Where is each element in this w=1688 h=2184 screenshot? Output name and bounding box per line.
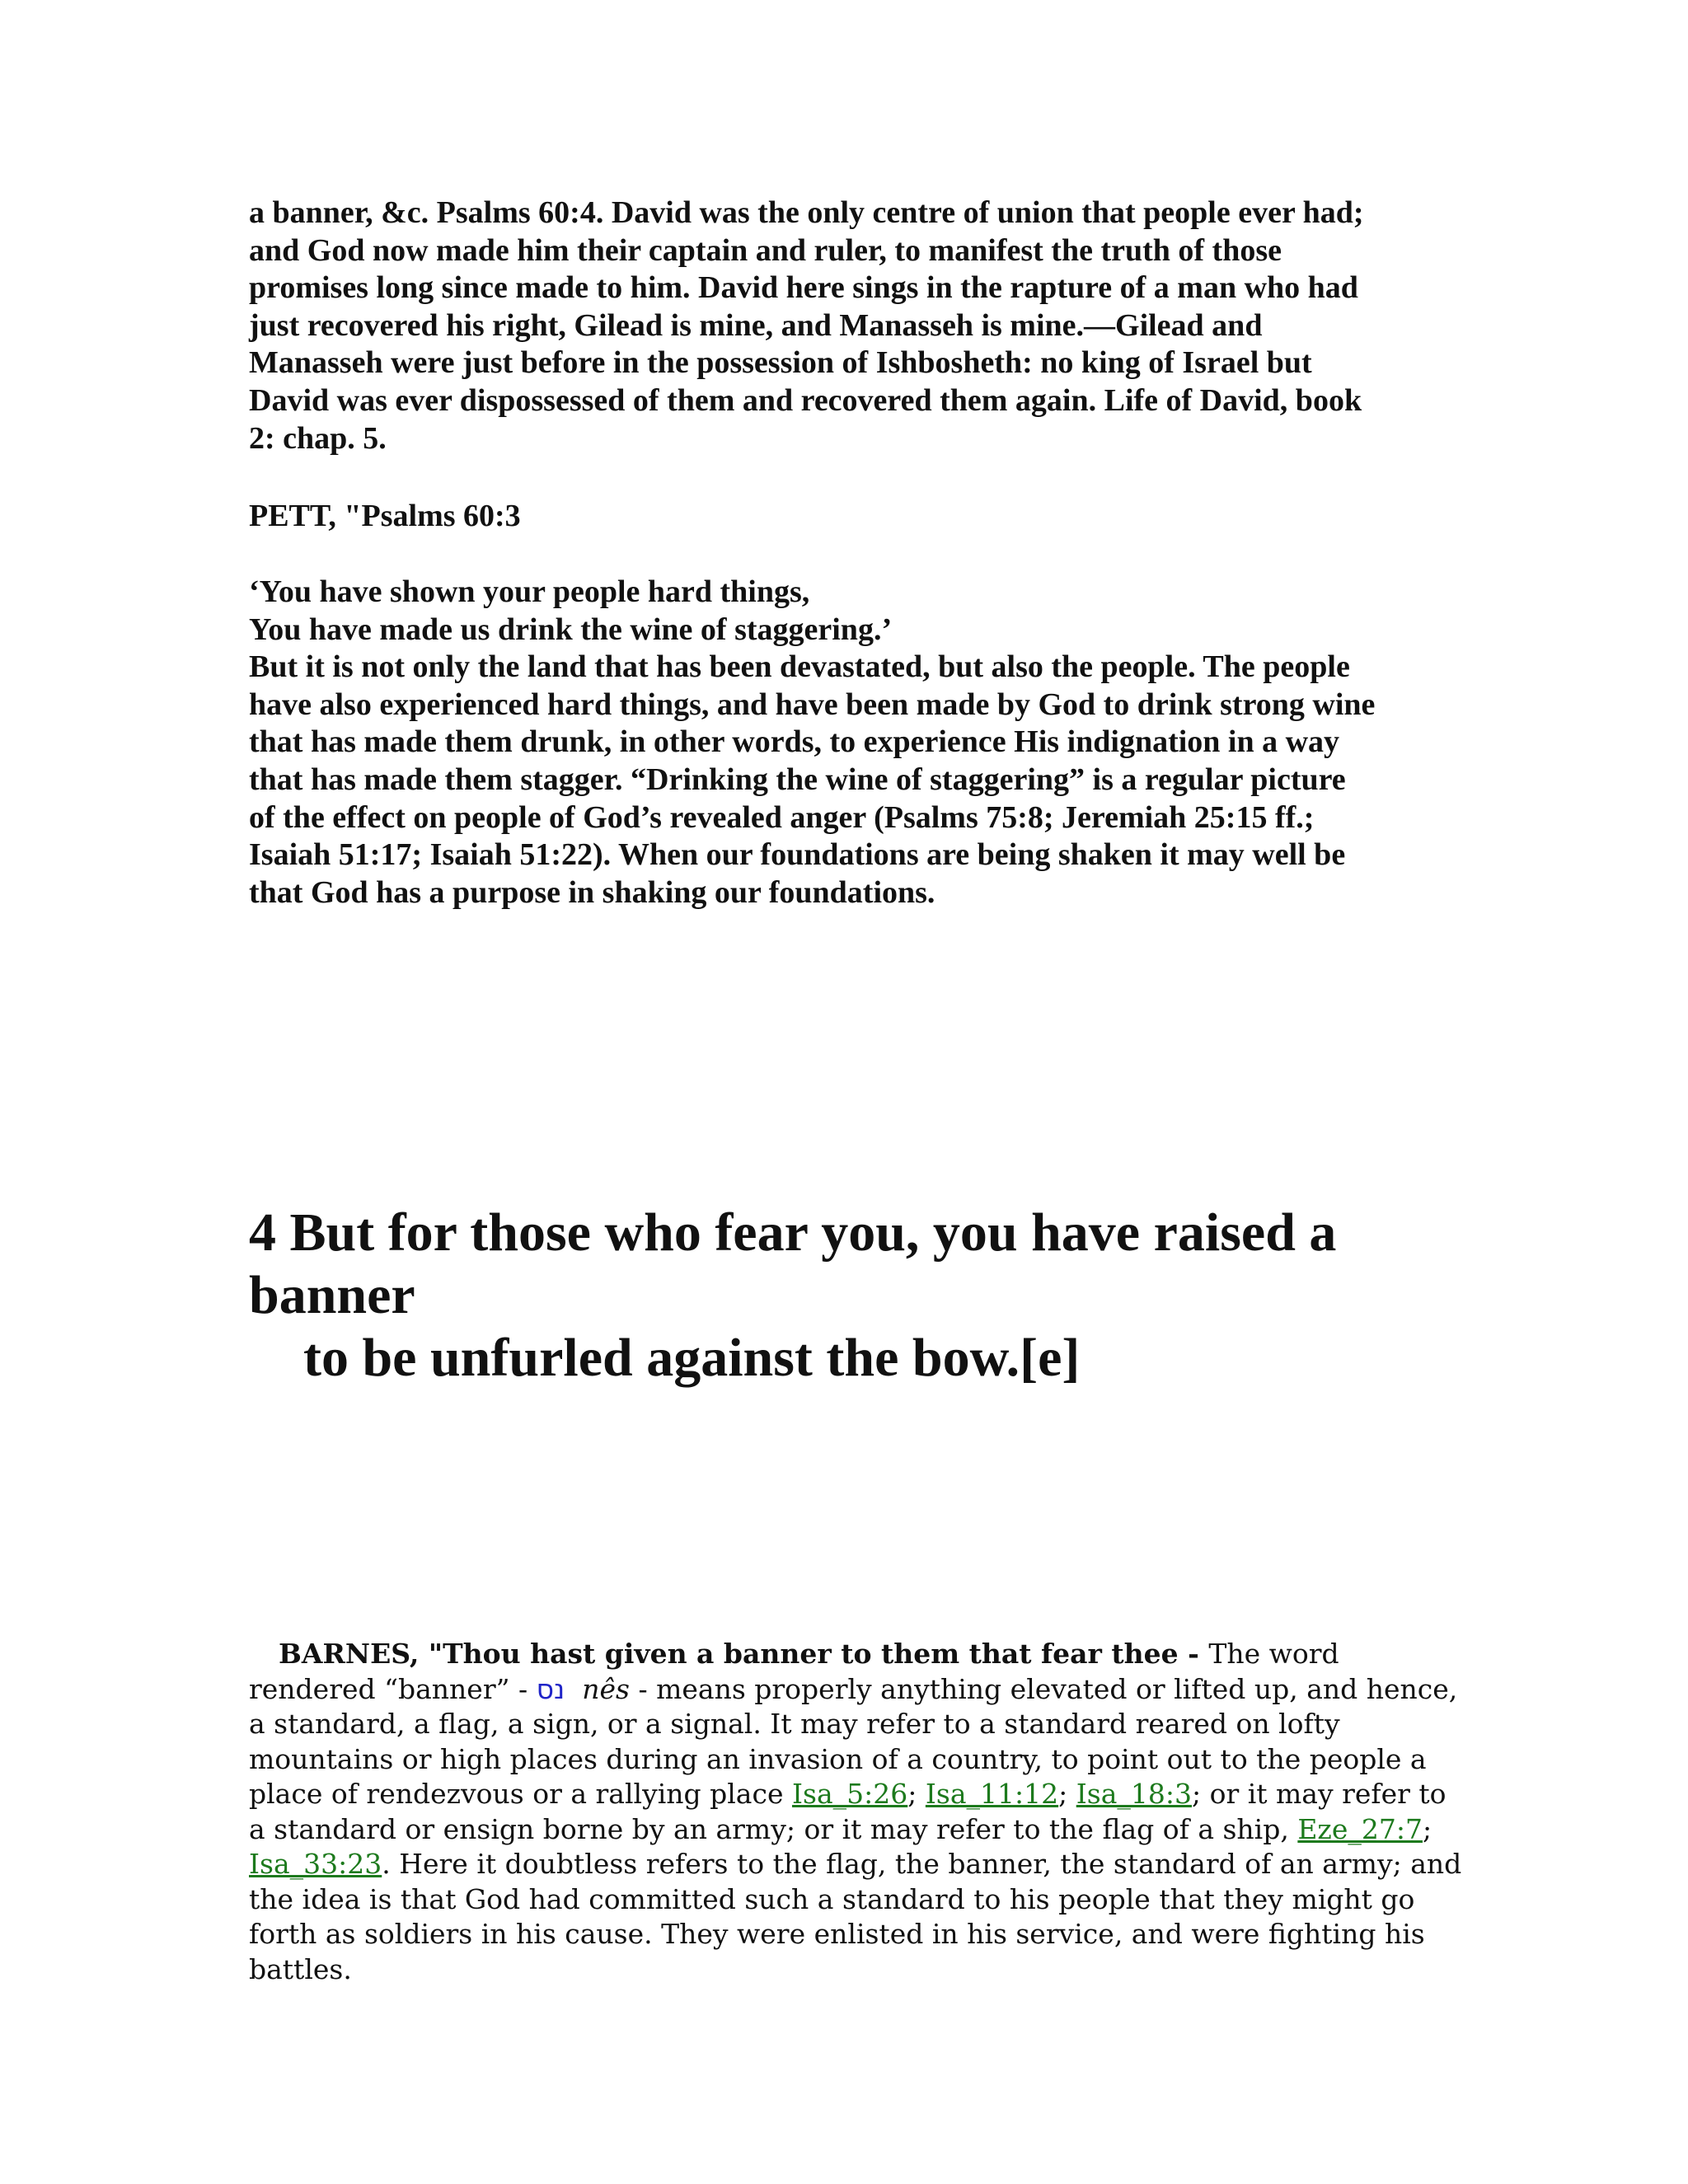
text-line: Manasseh were just before in the possession of Ishbosheth: no king of Israel but [249, 345, 1312, 381]
pett-heading [249, 498, 1452, 536]
text-line: that God has a purpose in shaking our foundations. [249, 874, 935, 910]
body-text: . Here it doubtless refers to the flag, the banner, the standard of an army; and the idea is that God had committed such a standard to his people that they might go forth as soldiers in his cause. They were enlisted in his service, and were fighting his battles. [249, 1848, 1462, 1985]
verse-line: banner [249, 1265, 415, 1325]
barnes-lead: BARNES, "Thou hast given a banner to them that fear thee - [279, 1638, 1209, 1670]
scripture-link[interactable]: Isa_33:23 [249, 1848, 382, 1880]
text-line: 2: chap. 5. [249, 420, 387, 456]
separator: ; [907, 1778, 926, 1810]
text-line: David was ever dispossessed of them and recovered them again. Life of David, book [249, 382, 1362, 418]
text-line: that has made them drunk, in other words, to experience His indignation in a way [249, 724, 1340, 760]
text-line: and God now made him their captain and ruler, to manifest the truth of those [249, 232, 1282, 268]
text-line: promises long since made to him. David here sings in the rapture of a man who had [249, 270, 1358, 306]
separator: ; [1422, 1812, 1432, 1845]
scripture-link[interactable]: Isa_11:12 [925, 1778, 1059, 1810]
body-text: The word rendered “banner” - [249, 1638, 1339, 1705]
section-heading: PETT, "Psalms 60:3 [249, 499, 521, 533]
verse-heading [249, 1202, 1485, 1390]
verse-line-indented: to be unfurled against the bow.[e] [303, 1328, 1081, 1388]
text-line: Isaiah 51:17; Isaiah 51:22). When our foundations are being shaken it may well be [249, 837, 1346, 873]
barnes-paragraph [249, 1637, 1469, 1987]
scripture-link[interactable]: Isa_5:26 [792, 1778, 908, 1810]
text-line: just recovered his right, Gilead is mine, and Manasseh is mine.—Gilead and [249, 307, 1263, 343]
body-text: - means properly anything elevated or lifted up, and hence, a standard, a flag, a sign, or a signal. It may refer to a standard reared on lofty mountains or high places during an invasion of a country, to point out to the people a place of rendezvous or a rallying place [249, 1672, 1458, 1810]
commentary-paragraph [249, 194, 1452, 457]
transliteration: nês [582, 1672, 630, 1705]
scripture-link[interactable]: Eze_27:7 [1297, 1812, 1423, 1845]
text-line: You have made us drink the wine of staggering.’ [249, 612, 893, 647]
text-line: of the effect on people of God’s revealed anger (Psalms 75:8; Jeremiah 25:15 ff.; [249, 799, 1315, 835]
text-line: But it is not only the land that has been devastated, but also the people. The people [249, 649, 1350, 685]
verse-line: 4 But for those who fear you, you have raised a [249, 1202, 1337, 1263]
scripture-link[interactable]: Isa_18:3 [1076, 1778, 1192, 1810]
text-line: ‘You have shown your people hard things, [249, 574, 810, 609]
text-line: that has made them stagger. “Drinking the wine of staggering” is a regular picture [249, 762, 1346, 797]
hebrew-word: נס [536, 1672, 565, 1705]
separator: ; [1058, 1778, 1076, 1810]
body-text: ; or it may refer to a standard or ensign borne by an army; or it may refer to the flag of a ship, [249, 1778, 1447, 1845]
text-line: a banner, &c. Psalms 60:4. David was the only centre of union that people ever had; [249, 195, 1364, 230]
text-line: have also experienced hard things, and have been made by God to drink strong wine [249, 687, 1376, 722]
pett-paragraph [249, 574, 1452, 912]
